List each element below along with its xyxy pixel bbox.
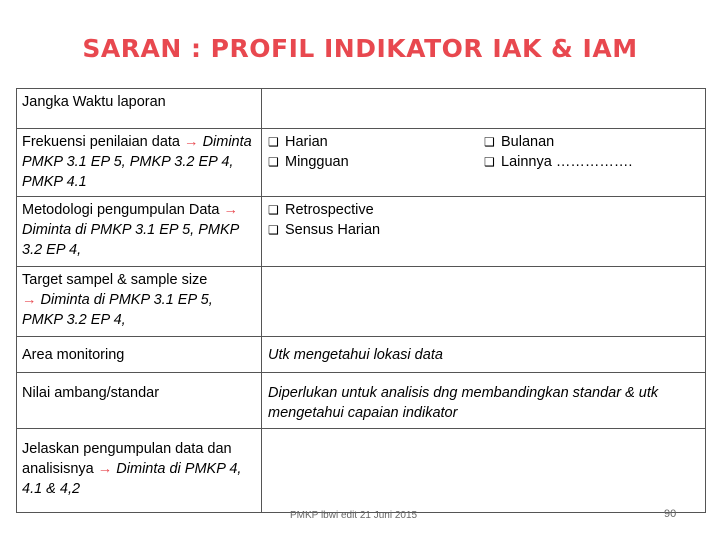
row-value [262, 337, 706, 373]
option-item: ❑ Sensus Harian [268, 222, 381, 238]
row-value [262, 197, 706, 267]
row-value [262, 373, 706, 429]
row-value [262, 129, 706, 197]
label-text: Jelaskan pengumpulan data dan analisisnya [22, 441, 232, 477]
label-note: Diminta di PMKP 3.1 EP 5, PMKP 3.2 EP 4, [22, 222, 239, 258]
checkbox-square-icon: ❑ [268, 135, 279, 149]
table-row [17, 429, 706, 513]
option-item: ❑ Bulanan [484, 134, 555, 150]
table-row [17, 267, 706, 337]
row-label [17, 129, 262, 197]
row-label [17, 89, 262, 129]
row-value [262, 429, 706, 513]
label-text: Jangka Waktu laporan [22, 94, 166, 110]
footer-text: PMKP lbwi edit 21 Juni 2015 [290, 510, 418, 521]
option-item: ❑ Harian [268, 134, 328, 150]
row-label [17, 197, 262, 267]
label-text: Target sampel & sample size [22, 272, 208, 288]
table-row [17, 337, 706, 373]
arrow-right-icon: → [97, 461, 113, 477]
option-item: ❑ Retrospective [268, 202, 374, 218]
row-value [262, 89, 706, 129]
row-label [17, 337, 262, 373]
checkbox-square-icon: ❑ [484, 135, 495, 149]
table-row [17, 129, 706, 197]
label-note: Diminta di PMKP 3.1 EP 5, PMKP 3.2 EP 4, [22, 292, 213, 328]
label-text: Metodologi pengumpulan Data [22, 202, 224, 218]
label-note: Diminta PMKP 3.1 EP 5, PMKP 3.2 EP 4, PMKP 4.1 [22, 134, 252, 190]
value-text: Diperlukan untuk analisis dng membandingkan standar & utk mengetahui capaian indikator [268, 385, 659, 421]
indicator-profile-table [16, 88, 706, 513]
checkbox-square-icon: ❑ [484, 155, 495, 169]
table-row [17, 89, 706, 129]
value-text: Utk mengetahui lokasi data [268, 347, 443, 363]
table-row [17, 373, 706, 429]
label-text: Nilai ambang/standar [22, 385, 160, 401]
row-label [17, 267, 262, 337]
option-item: ❑ Mingguan [268, 154, 349, 170]
label-text: Area monitoring [22, 347, 125, 363]
table-row [17, 197, 706, 267]
label-text: Frekuensi penilaian data [22, 134, 185, 150]
row-value [262, 267, 706, 337]
slide-title: SARAN : PROFIL INDIKATOR IAK & IAM [82, 34, 638, 63]
label-note: Diminta di PMKP 4, 4.1 & 4,2 [22, 461, 242, 497]
row-label [17, 373, 262, 429]
page-number: 90 [664, 508, 677, 520]
arrow-right-icon: → [184, 134, 199, 150]
checkbox-square-icon: ❑ [268, 223, 279, 237]
row-label [17, 429, 262, 513]
arrow-right-icon: → [223, 202, 239, 218]
arrow-right-icon: → [22, 292, 37, 308]
checkbox-square-icon: ❑ [268, 203, 279, 217]
option-item: ❑ Lainnya ……………. [484, 154, 633, 170]
checkbox-square-icon: ❑ [268, 155, 279, 169]
